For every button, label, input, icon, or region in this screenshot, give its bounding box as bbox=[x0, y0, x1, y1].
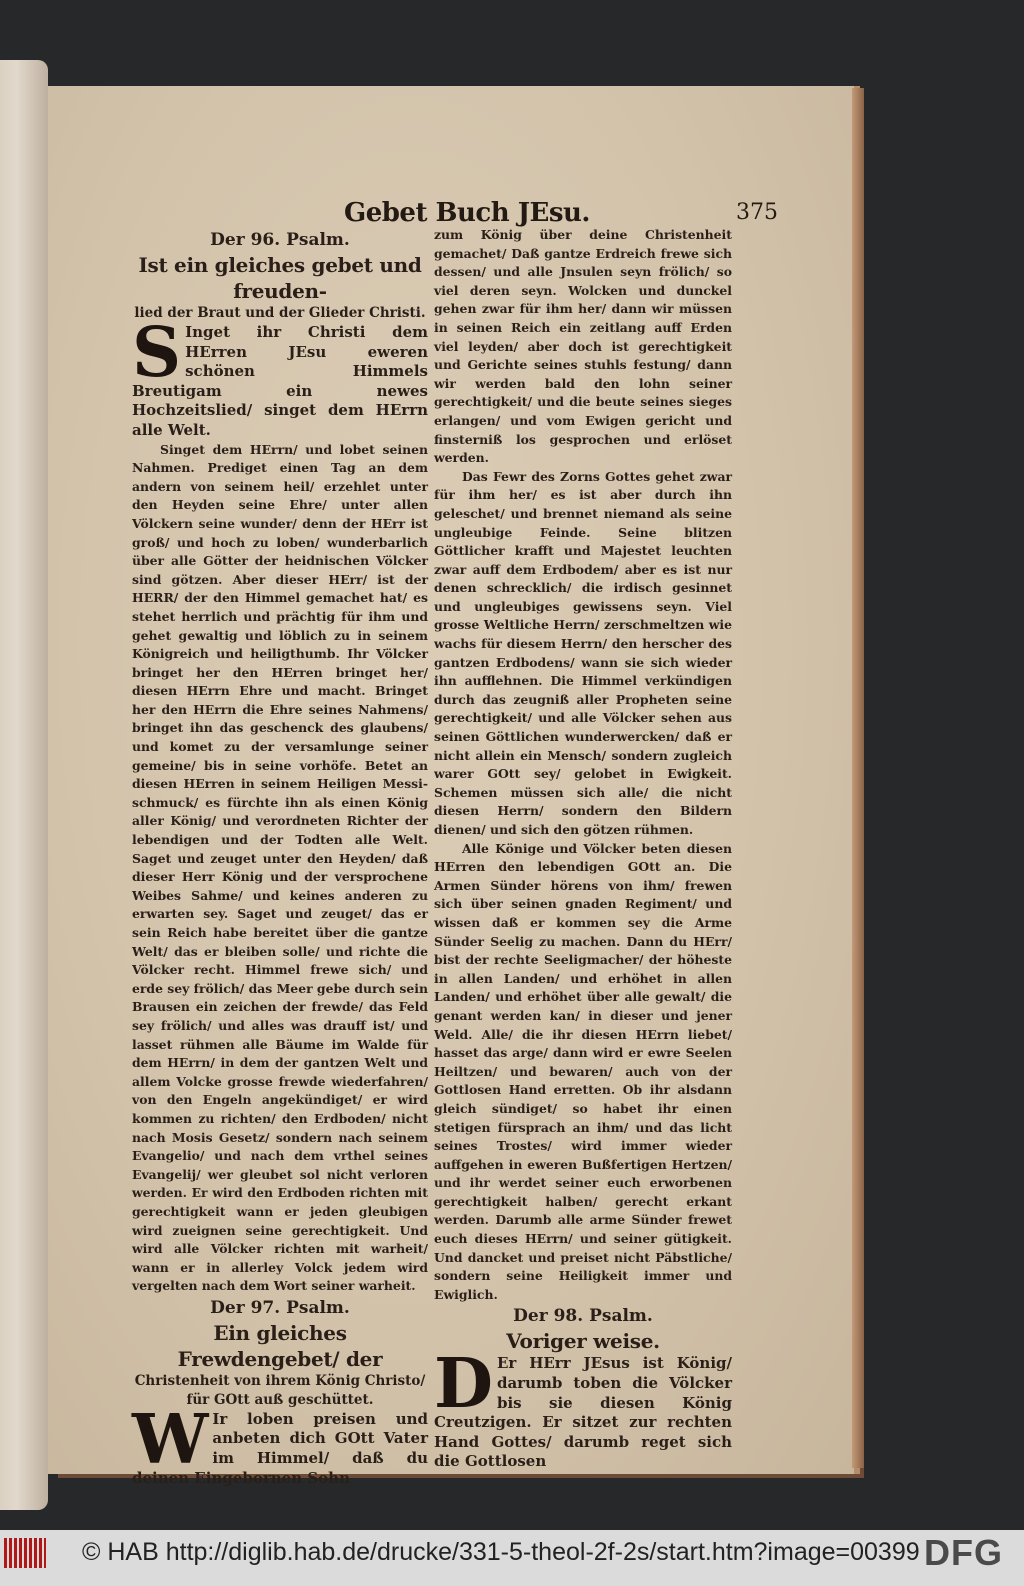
page-number: 375 bbox=[736, 200, 778, 225]
running-head: Gebet Buch JEsu. bbox=[344, 198, 590, 228]
psalm-96-body: Singet dem HErrn/ und lobet seinen Nahmen. Prediget einen Tag an dem andern von seinem heil/ erzehlet unter den Heyden seine Ehre/ unter allen Völckern seine wunder/ denn der HErr ist groß/ und hoch zu loben/ wunderbarlich über alle Götter der heidnischen Völcker sind götzen. Aber dieser HErr/ ist der HERR/ der den Himmel gemachet hat/ es stehet herrlich und prächtig für ihm und gehet gewaltig und löblich zu in seinem Königreich und heiligthumb. Ihr Völcker bringet her den HErren bringet her/ diesen HErrn Ehre und macht. Bringet her den HErrn die Ehre seines Nahmens/ bringet ihn das geschenck des glaubens/ und komet zu der versamlunge seiner gemeine/ bis in seine vorhöfe. Betet an diesen HErren in seinem Heiligen Messi-schmuck/ es fürchte ihn als einen König aller König/ und verordneten Richter der lebendigen und der Todten alle Welt. Saget und zeuget unter den Heyden/ daß dieser Herr König und der versprochene Weibes Sahme/ und keines anderen zu erwarten sey. Saget und zeuget/ das er sein Reich habe bereitet über die gantze Welt/ das er bleiben solle/ und richte die Völcker recht. Himmel frewe sich/ und erde sey frölich/ das Meer gebe durch sein Brausen ein zeichen der frewde/ das Feld sey frölich/ und alles was drauff ist/ und lasset rühmen alle Bäume im Walde für dem HErrn/ in dem der gantzen Welt und allem Volcke grosse frewde wiederfahren/ von den Engeln angekündiget/ er wird kommen zu richten/ den Erdboden/ nicht nach Mosis Gesetz/ sondern nach seinem Evangelio/ und nach dem vrthel seines Evangelij/ wer gleubet sol nicht verloren werden. Er wird den Erdboden richten mit gerechtigkeit wann er jeden gleubigen wird zueignen seine gerechtigkeit. Und wird alle Völcker richten mit warheit/ wann er in allerley Volck jedem wird vergelten nach dem Wort seiner warheit. bbox=[132, 441, 428, 1294]
psalm-97-number: Der 97. Psalm. bbox=[210, 1297, 350, 1318]
psalm-97-continued-3: Alle Könige und Völcker beten diesen HErren den lebendigen GOtt an. Die Armen Sünder hörens von ihm/ frewen sich über seinen gnaden Regiment/ und wissen daß er kommen sey die Arme Sünder Seelig zu machen. Dann du HErr/ bist der rechte Seeligmacher/ der höheste in allen Landen/ und erhöhet in allen Landen/ und erhöhet über alle gewalt/ die genant werden kan/ in dieser und jener Weld. Alle/ die ihr diesen HErrn liebet/ hasset das arge/ dann wird er ewre Seelen Heiltzen/ und bewaren/ auch von der Gottlosen Hand erretten. Ob ihr alsdann gleich sündiget/ so habet ihr einen stetigen fürsprach an ihm/ und das licht seines Trostes/ wird immer wieder auffgehen in eweren Bußfertigen Hertzen/ und ihr werdet seiner euch erworbenen gerechtigkeit halben/ gerecht erkant werden. Darumb alle arme Sünder frewet euch dieses HErrn/ und seiner gütigkeit. Und dancket und preiset nicht Päbstliche/ sondern seine Heiligkeit immer und Ewiglich. bbox=[434, 840, 732, 1302]
psalm-97-subtitle: Christenheit von ihrem König Christo/ für GOtt auß geschüttet. bbox=[134, 1372, 426, 1408]
psalm-97-title: Ein gleiches Frewdengebet/ der bbox=[177, 1320, 383, 1371]
footer-credit-url[interactable]: © HAB http://diglib.hab.de/drucke/331-5-theol-2f-2s/start.htm?image=00399 bbox=[82, 1538, 920, 1566]
psalm-97-continued-2: Das Fewr des Zorns Gottes gehet zwar für ihm her/ es ist aber durch ihn geleschet/ und brennet niemand als seine ungleubige Feinde. Seine blitzen Göttlicher krafft und Majestet leuchten zwar auff dem Erdbodem/ aber es ist nur denen schrecklich/ die irdisch gesinnet und ungleubiges gewissens seyn. Viel grosse Weltliche Herrn/ zerschmeltzen wie wachs für diesem Herrn/ den herscher des gantzen Erdbodens/ wann sie sich wieder ihn aufflehnen. Die Himmel verkündigen durch das zeugniß aller Propheten seine gerechtigkeit/ und alle Völcker sehen aus seinen Göttlichen wunderwercken/ daß er nicht allein ein Mensch/ sondern zugleich warer GOtt sey/ gelobet in Ewigkeit. Schemen müssen sich alle/ die nicht diesen Herrn/ sondern den Bildern dienen/ und sich den götzen rühmen. bbox=[434, 468, 732, 837]
psalm-96-opening: Inget ihr Christi dem HErren JEsu eweren schönen Himmels Breutigam ein newes Hochzeitslied/ singet dem HErrn alle Welt. bbox=[132, 323, 428, 439]
psalm-98-title: Voriger weise. bbox=[506, 1329, 660, 1354]
psalm-96-dropcap: S bbox=[132, 313, 182, 393]
right-column bbox=[434, 226, 732, 1472]
page-edge-shadow bbox=[852, 88, 864, 1468]
left-column bbox=[132, 228, 428, 1488]
psalm-96-title: Ist ein gleiches gebet und freuden- bbox=[138, 253, 422, 303]
psalm-96-subtitle: lied der Braut und der Glieder Christi. bbox=[134, 305, 426, 321]
psalm-97-opening: Ir loben preisen und anbeten dich GOtt Vater im Himmel/ daß du deinen Eingebornen Sohn bbox=[132, 1409, 428, 1487]
dfg-logo: DFG bbox=[924, 1532, 1003, 1573]
psalm-96-number: Der 96. Psalm. bbox=[210, 230, 350, 250]
psalm-98-number: Der 98. Psalm. bbox=[513, 1306, 653, 1327]
psalm-97-continued-1: zum König über deine Christenheit gemachet/ Daß gantze Erdreich frewe sich dessen/ und alle Jnsulen seyn frölich/ so viel deren seyn. Wolcken und dunckel gehen zwar für ihm her/ dann wir müssen in seinen Reich ein zeitlang auff Erden viel leyden/ aber doch ist gerechtigkeit und Gerichte seines stuhls festung/ dann wir werden bald den lohn seiner gerechtigkeit/ und die beute seines sieges erlangen/ und vom Ewigen gericht und finsterniß los gesprochen und erlöset werden. bbox=[434, 227, 732, 466]
psalm-98-dropcap: D bbox=[434, 1344, 493, 1425]
psalm-97-dropcap: W bbox=[132, 1399, 209, 1480]
psalm-98-opening: Er HErr JEsus ist König/ darumb toben die Völcker bis sie diesen König Creutzigen. Er sitzet zur rechten Hand Gottes/ darumb reget sich die Gottlosen bbox=[434, 1354, 732, 1471]
previous-page-edge bbox=[0, 60, 48, 1510]
hab-logo-icon bbox=[4, 1538, 46, 1568]
